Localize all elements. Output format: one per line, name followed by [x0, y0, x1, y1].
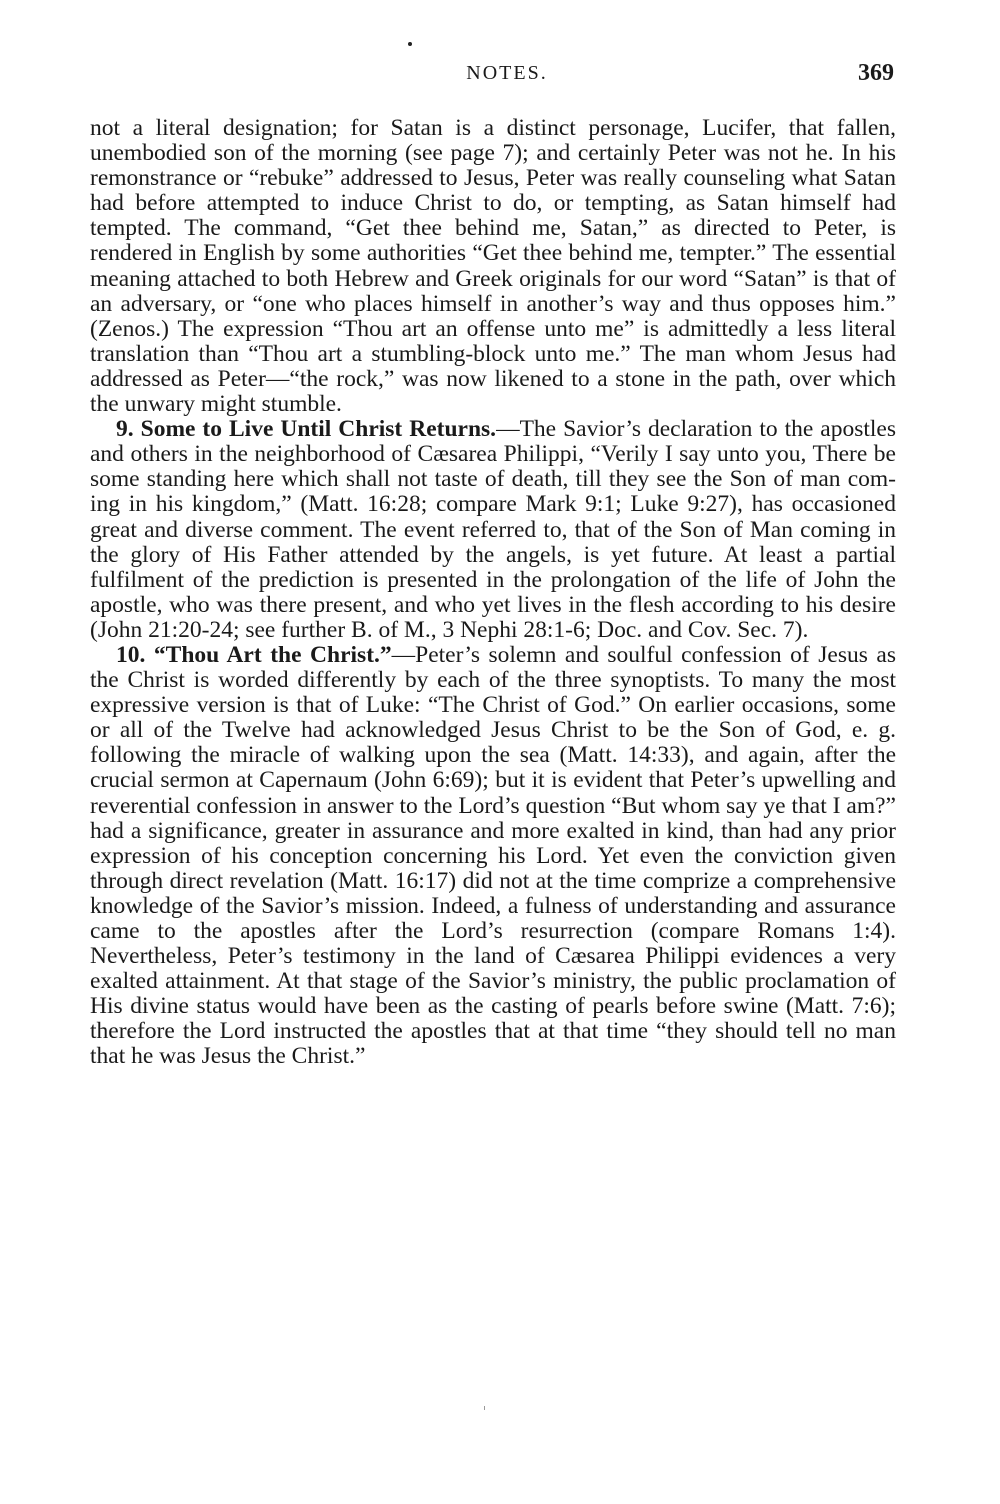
note-10-text: —Peter’s solemn and soulful confession of Jesus as the Christ is worded differently by each of the three synoptists. To many the most expressive version is that of Luke: “The Christ of God.” On earlier occasions, some or all of the Twelve had acknowledged Jesus Christ to be the Son of God, e. g. following the miracle of walking upon the sea (Matt. 14:33), and again, after the crucial sermon at Capernaum (John 6:69); but it is evident that Peter’s upwelling and reverential confession in answer to the Lord’s question “But whom say ye that I am?” had a significance, greater in assurance and more exalted in kind, than had any prior expression of his conception concerning his Lord. Yet even the conviction given through direct revelation (Matt. 16:17) did not at the time comprize a comprehensive knowledge of the Savior’s mission. Indeed, a fulness of understanding and assurance came to the apostles after the Lord’s resurrection (compare Romans 1:4). Nevertheless, Peter’s testimony in the land of Cæsarea Philippi evidences a very exalted attainment. At that stage of the Savior’s ministry, the public proclamation of His divine status would have been as the casting of pearls before swine (Matt. 7:6); therefore the Lord instructed the apostles that at that time “they should tell no man that he was Jesus the Christ.” [90, 641, 896, 1070]
paragraph-continuation: not a literal designation; for Satan is a distinct personage, Lucifer, that fallen, unembodied son of the morning (see page 7); and certainly Peter was not he. In his remonstrance or “rebuke” addressed to Jesus, Peter was really counseling what Satan had before attempted to induce Christ to do, or tempting, as Satan himself had tempted. The command, “Get thee behind me, Satan,” as directed to Peter, is rendered in English by some authorities “Get thee behind me, tempter.” The essential meaning attached to both Hebrew and Greek originals for our word “Satan” is that of an adversary, or “one who places himself in another’s way and thus opposes him.” (Zenos.) The expression “Thou art an offense unto me” is admittedly a less literal translation than “Thou art a stumbling-block unto me.” The man whom Jesus had addressed as Peter—“the rock,” was now likened to a stone in the path, over which the unwary might stumble. [90, 115, 896, 418]
note-10 [90, 643, 896, 1070]
note-9 [90, 417, 896, 643]
note-9-text: —The Savior’s declaration to the apostles and others in the neighborhood of Cæsarea Philippi, “Verily I say unto you, There be some standing here which shall not taste of death, till they see the Son of man coming in his kingdom,” (Matt. 16:28; compare Mark 9:1; Luke 9:27), has occasioned great and diverse comment. The event referred to, that of the Son of Man coming in the glory of His Father attended by the angels, is yet future. At least a partial fulfilment of the prediction is presented in the prolongation of the life of John the apostle, who was there present, and who yet lives in the flesh according to his desire (John 21:20-24; see further B. of M., 3 Nephi 28:1-6; Doc. and Cov. Sec. 7). [90, 416, 897, 643]
page-number: 369 [858, 60, 894, 86]
ink-dot [408, 42, 412, 46]
note-10-heading: “Thou Art the Christ.” [153, 641, 392, 668]
note-9-heading: Some to Live Until Christ Returns. [140, 416, 497, 443]
note-9-number: 9. [116, 416, 134, 443]
note-10-number: 10. [116, 641, 146, 668]
notes-body [90, 116, 896, 1070]
running-head [0, 60, 1000, 90]
running-title: NOTES. [466, 62, 548, 84]
stray-mark [484, 1406, 485, 1410]
